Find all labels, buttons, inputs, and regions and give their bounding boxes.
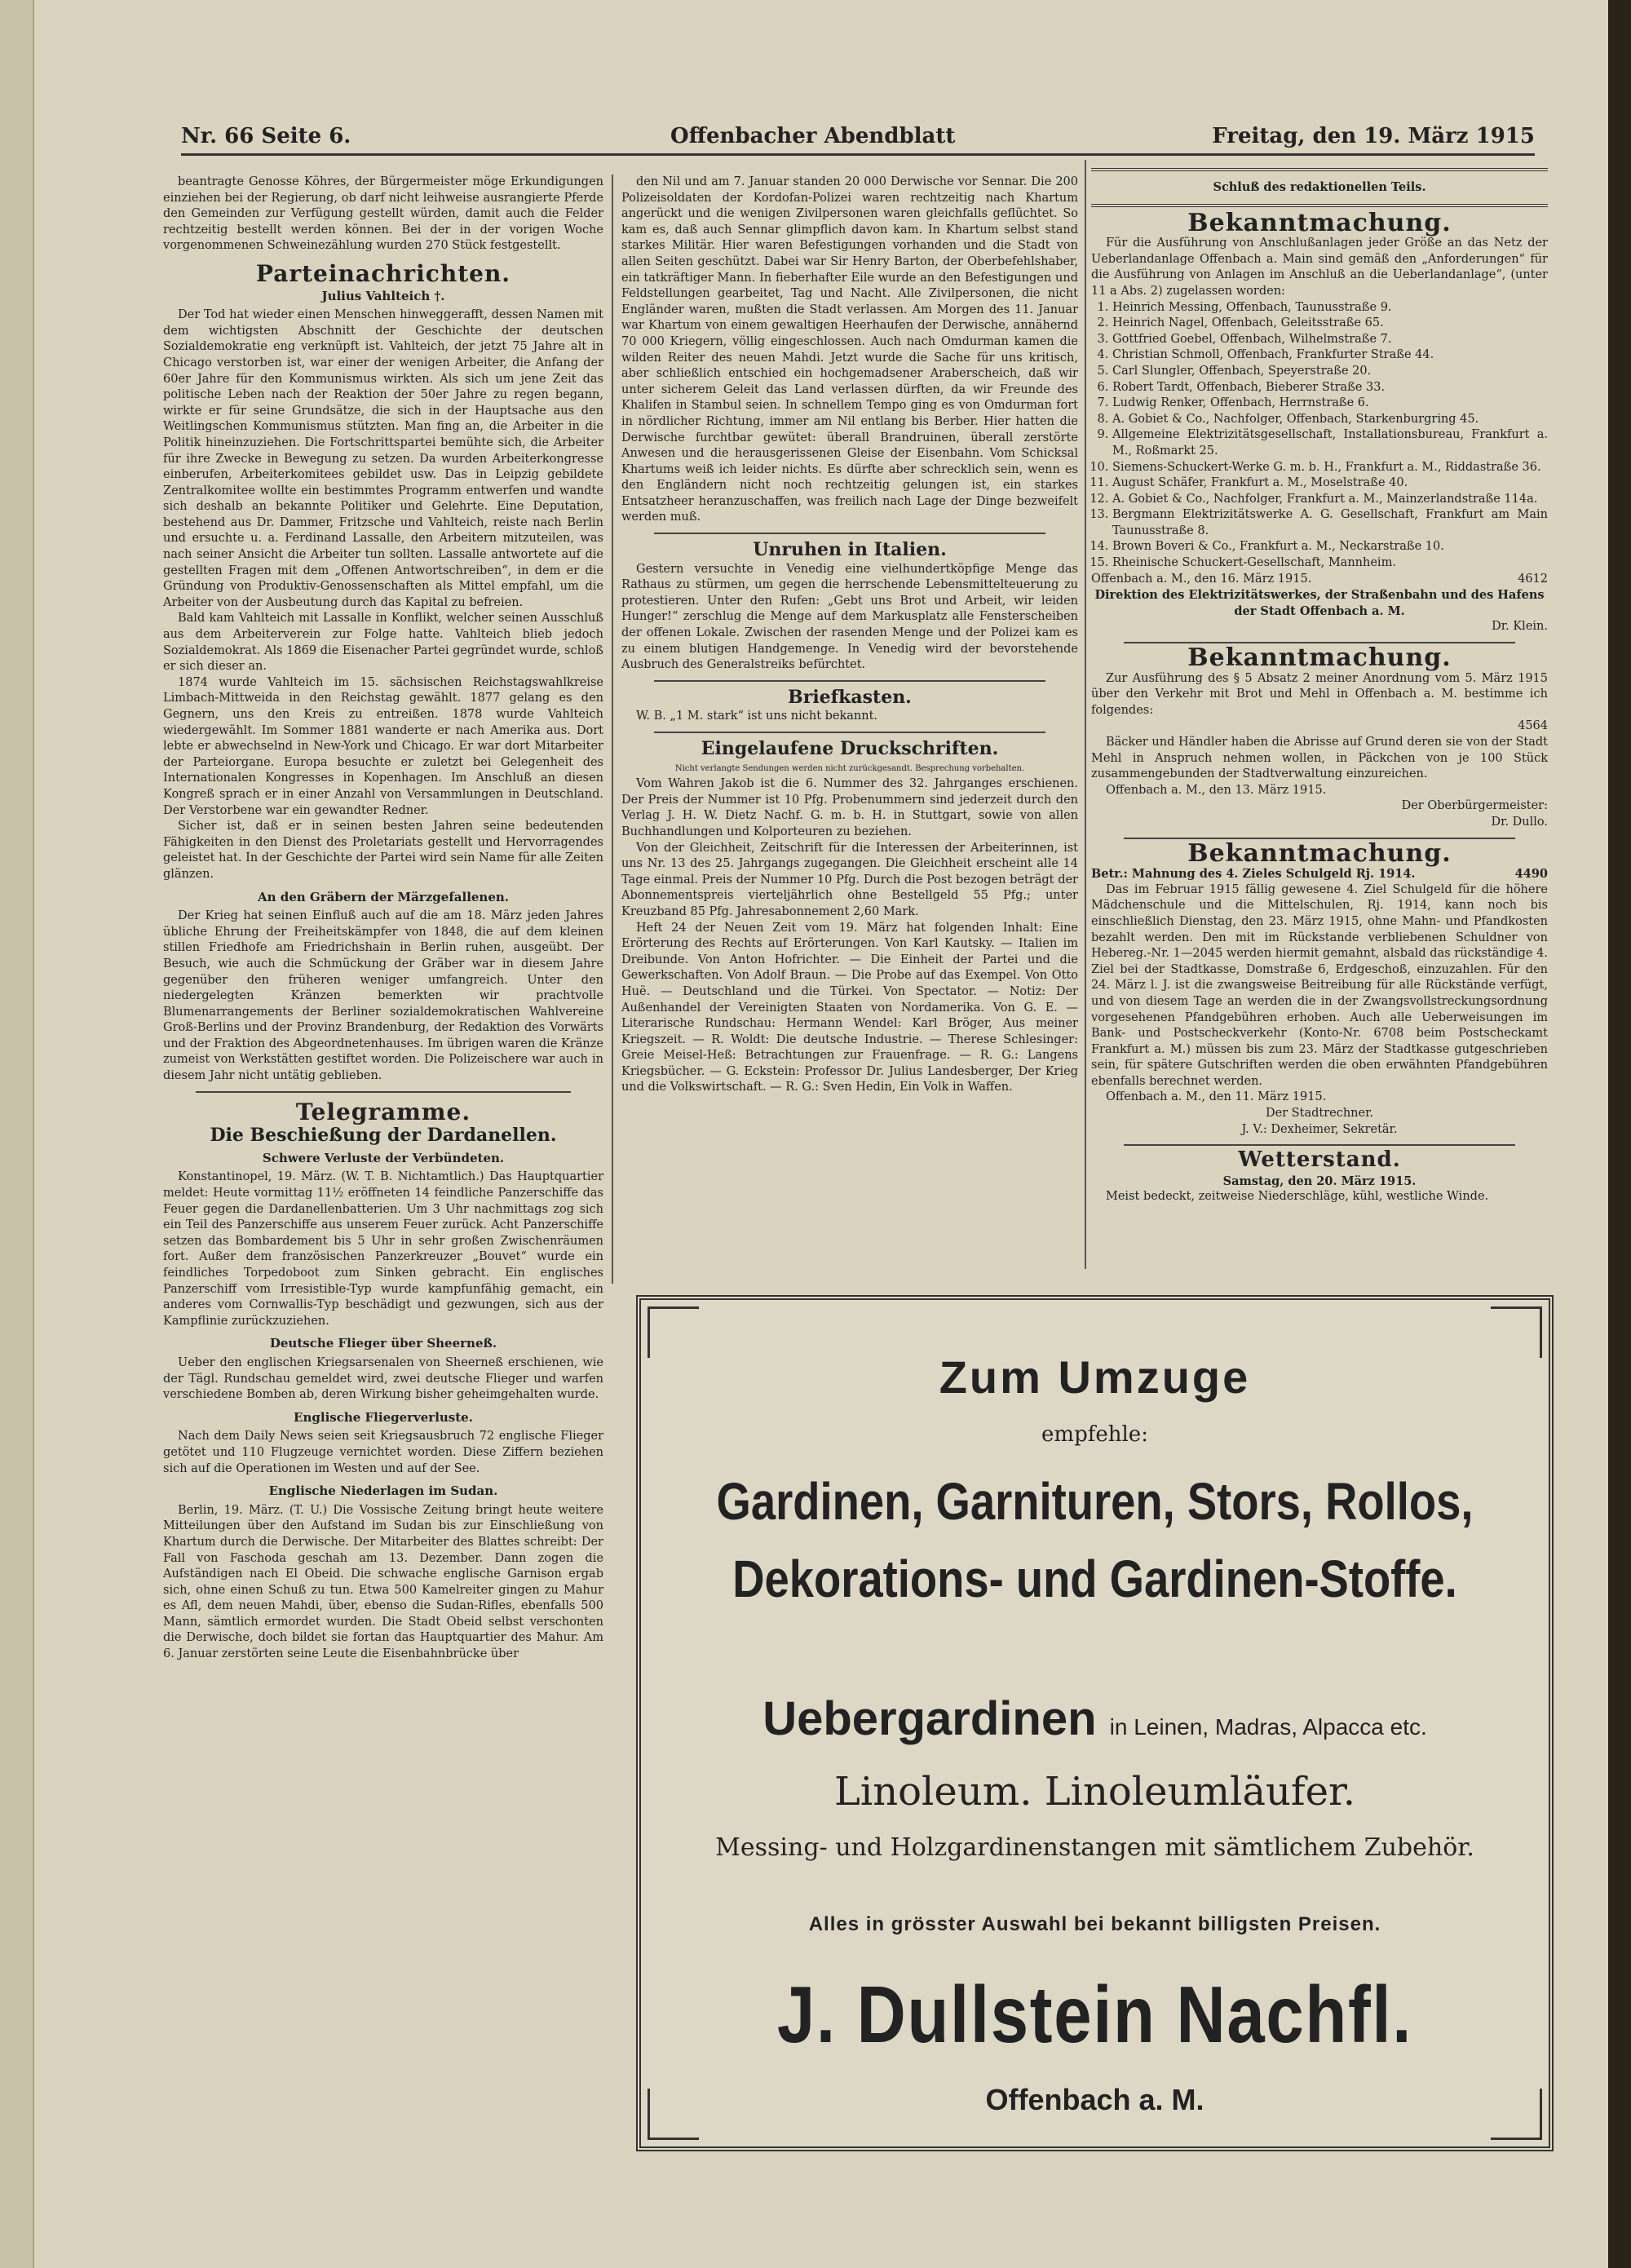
article-text: Von der Gleichheit, Zeitschrift für die Interessen der Arbeiterinnen, ist uns Nr. 13 des 25. Jahrgangs zugegangen. Die Gleichheit erscheint alle 14 Tage einmal. Preis der Nummer 10 Pfg. Durch die Post bezogen beträgt der Abonnementspreis vierteljährlich ohne Bestellgeld 55 Pfg.; unter Kreuzband 85 Pfg. Jahresabonnement 2,60 Mark. [621,841,1078,918]
divider [1124,1144,1515,1146]
ad-tagline: Alles in grösster Auswahl bei bekannt billigsten Preisen. [808,1913,1381,1935]
notice-heading: Bekanntmachung. [1187,838,1452,868]
divider [196,1091,571,1093]
list-item: 2. Heinrich Nagel, Offenbach, Geleitsstraße 65. [1112,316,1548,332]
ad-subline: empfehle: [1041,1422,1148,1447]
notice-date: Offenbach a. M., den 11. März 1915. [1106,1090,1327,1104]
article-text: Der Krieg hat seinen Einfluß auch auf die am 18. März jeden Jahres übliche Ehrung der Freiheitskämpfer von 1848, die auf dem kleinen stillen Friedhofe am Friedrichshain in Berlin ruhen, ausgeübt. Der Besuch, wie auch die Schmückung der Gräber war in diesem Jahre gegenüber den früheren weniger umfangreich. Unter den niedergelegten Kränzen bemerkten wir prachtvolle Blumenarrangements der Berliner sozialdemokratischen Wahlvereine Groß-Berlins und der Provinz Brandenburg, der Redaktion des Vorwärts und der Fraktion des Abgeordnetenhauses. Im übrigen waren die Kränze zumeist von Werkstätten gestiftet worden. Die Polizeischere war auch in diesem Jahr nicht untätig geblieben. [163,909,603,1083]
list-item: 4. Christian Schmoll, Offenbach, Frankfurter Straße 44. [1112,347,1548,364]
article-text: W. B. „1 M. stark“ ist uns nicht bekannt. [636,710,878,723]
page-header [181,121,1535,156]
section-heading: Briefkasten. [788,686,912,708]
divider [1091,168,1548,171]
article-text: Sicher ist, daß er in seinen besten Jahren seine bedeutenden Fähigkeiten in den Dienst des Proletariats gestellt und Hervorragendes geleistet hat. In der Geschichte der Partei wird sein Name für alle Zeiten glänzen. [163,820,603,881]
notice-heading: Bekanntmachung. [1187,643,1452,673]
weather-date: Samstag, den 20. März 1915. [1222,1174,1417,1188]
list-item: 13. Bergmann Elektrizitätswerke A. G. Gesellschaft, Frankfurt am Main Taunusstraße 8. [1112,507,1548,539]
editorial-end-note: Schluß des redaktionellen Teils. [1213,180,1426,194]
article-text: Konstantinopel, 19. März. (W. T. B. Nichtamtlich.) Das Hauptquartier meldet: Heute vormittag 11½ eröffneten 14 feindliche Panzerschiffe das Feuer gegen die Dardanellenbatterien. Um 3 Uhr nachmittags zog sich ein Teil des Panzerschiffe aus unserem Feuer zurück. Acht Panzerschiffe setzen das Bombardement bis 5 Uhr in sehr großen Zwischenräumen fort. Außer dem französischen Panzerkreuzer „Bouvet“ wurde ein feindliches Torpedoboot zum Sinken gebracht. Ein englisches Panzerschiff vom Irresistible-Typ wurde kampfunfähig gemacht, ein anderes vom Cornwallis-Typ beschädigt und gezwungen, sich aus der Kampflinie zurückzuziehen. [163,1170,603,1328]
article-heading: Unruhen in Italien. [753,539,947,561]
list-item: 11. August Schäfer, Frankfurt a. M., Moselstraße 40. [1112,475,1548,492]
divider [654,680,1045,682]
article-text: beantragte Genosse Köhres, der Bürgermeister möge Erkundigungen einziehen bei der Regierung, ob darf nicht leihweise ausrangierte Pferde den Gemeinden zur Verfügung gestellt würden, damit auch die Felder rechtzeitig bestellt werden können. Bei der in der vorigen Woche vorgenommenen Schweinezählung wurden 270 Stück festgestellt. [163,175,603,253]
column-2 [621,175,1078,1096]
notice-heading: Bekanntmachung. [1187,208,1452,237]
issue-date: Freitag, den 19. März 1915 [1212,124,1535,148]
ad-headline: Zum Umzuge [939,1351,1251,1403]
divider [654,732,1045,733]
ad-product-line: Messing- und Holzgardinenstangen mit sämtlichem Zubehör. [715,1833,1474,1862]
article-text: Heft 24 der Neuen Zeit vom 19. März hat folgenden Inhalt: Eine Erörterung des Rechts auf Erörterungen. Von Karl Kautsky. — Italien im Dreibunde. Von Anton Hofrichter. — Die Einheit der Partei und die Gewerkschaften. Von Adolf Braun. — Die Probe auf das Exempel. Von Otto Huë. — Deutschland und die Türkei. Von Spectator. — Notiz: Der Außenhandel der Vereinigten Staaten von Nordamerika. Von G. E. — Literarische Rundschau: Hermann Wendel: Karl Bröger, Aus meiner Kriegszeit. — R. Woldt: Die deutsche Industrie. — Therese Schlesinger: Greie Meisel-Heß: Betrachtungen zur Frauenfrage. — R. G.: Langens Kriegsbücher. — G. Eckstein: Professor Dr. Julius Landesberger, Der Krieg und die Volkswirtschaft. — R. G.: Sven Hedin, Ein Volk in Waffen. [621,921,1078,1094]
notice-subject-row [1091,866,1548,882]
article-text: Vom Wahren Jakob ist die 6. Nummer des 32. Jahrganges erschienen. Der Preis der Nummer ist 10 Pfg. Probenummern sind jederzeit durch den Verlag J. H. W. Dietz Nachf. G. m. b. H. in Stuttgart, sowie von allen Buchhandlungen und Kolporteuren zu beziehen. [621,777,1078,838]
ad-product-line: Linoleum. Linoleumläufer. [834,1769,1355,1815]
list-item: 3. Gottfried Goebel, Offenbach, Wilhelmstraße 7. [1112,332,1548,348]
notice-signature-name: J. V.: Dexheimer, Sekretär. [1241,1122,1398,1136]
notice-signature: Direktion des Elektrizitätswerkes, der Straßenbahn und des Hafens der Stadt Offenbach a. M. [1094,588,1545,618]
notice-number: 4490 [1514,867,1548,882]
article-text: Ueber den englischen Kriegsarsenalen von Sheerneß erschienen, wie der Tägl. Rundschau gemeldet wird, zwei deutsche Flieger und warfen verschiedene Bomben ab, deren Wirkung bisher geheimgehalten wurde. [163,1355,603,1402]
book-binding [0,0,34,2268]
article-heading: Julius Vahlteich †. [321,288,445,303]
advertisement [636,1295,1554,2151]
notice-date-row [1091,572,1548,588]
divider [1091,204,1548,207]
ad-company-city: Offenbach a. M. [985,2083,1204,2116]
notice-text: Bäcker und Händler haben die Abrisse auf Grund deren sie von der Stadt Mehl in Anspruch nehmen wollen, in Päckchen von je 100 Stück zusammengebunden der Stadtverwaltung einzureichen. [1091,736,1548,781]
newspaper-title: Offenbacher Abendblatt [670,124,956,148]
list-item: 5. Carl Slungler, Offenbach, Speyerstraße 20. [1112,364,1548,380]
article-heading: Englische Niederlagen im Sudan. [268,1483,498,1499]
article-subheading: Schwere Verluste der Verbündeten. [262,1150,505,1165]
list-item: 1. Heinrich Messing, Offenbach, Taunusstraße 9. [1112,300,1548,316]
notice-signature: Der Stadtrechner. [1265,1107,1374,1121]
column-divider [612,175,613,1284]
firm-list [1091,300,1548,572]
notice-signature: Der Oberbürgermeister: [1401,799,1548,813]
notice-date: Offenbach a. M., den 16. März 1915. [1091,572,1312,586]
article-text: 1874 wurde Vahlteich im 15. sächsischen Reichstagswahlkreise Limbach-Mittweida in den Reichstag gewählt. 1877 gelang es den Gegnern, uns den Kreis zu entreißen. 1878 wurde Vahlteich wiedergewählt. Im Sommer 1881 wanderte er nach Amerika aus. Dort lebte er abwechselnd in New-York und Chicago. Er war dort Mitarbeiter der Parteiorgane. Europa besuchte er zuletzt bei Gelegenheit des Internationalen Kongresses in Kopenhagen. Im Anschluß an diesen Kongreß sprach er in einer Anzahl von Versammlungen in Deutschland. Der Verstorbene war ein gewandter Redner. [163,675,603,817]
list-item: 10. Siemens-Schuckert-Werke G. m. b. H., Frankfurt a. M., Riddastraße 36. [1112,460,1548,476]
ad-product-line [641,1691,1549,1746]
article-text: Der Tod hat wieder einen Menschen hinweggerafft, dessen Namen mit dem wichtigsten Abschnitt der Geschichte der deutschen Sozialdemokratie eng verknüpft ist. Vahlteich, der jetzt 75 Jahre alt in Chicago verstorben ist, war einer der wenigen Arbeiter, die Anfang der 60er Jahre für den Kommunismus wirkten. Als sich um jene Zeit das politische Leben nach der Reaktion der 50er Jahre zu regen begann, wirkte er für seine Grundsätze, die sich in der Hauptsache aus den Weitlingschen Kommunismus stützten. Man fing an, die Arbeiter in die Politik hineinzuziehen. Die Fortschrittspartei bemühte sich, die Arbeiter für ihre Zwecke in Bewegung zu setzen. Da wurden Arbeiterkongresse einberufen, Arbeiterkomitees gebildet usw. Das in Leipzig gebildete Zentralkomitee wollte ein bestimmtes Programm entwerfen und wandte sich deshalb an bekannte Politiker und Gelehrte. Eine Deputation, bestehend aus Dr. Dammer, Fritzsche und Vahlteich, reiste nach Berlin und ersuchte u. a. Ferdinand Lassalle, den Arbeitern mitzuteilen, was nach seiner Ansicht die Arbeiter tun sollten. Lassalle antwortete auf die gestellten Fragen mit dem „Offenen Antwortschreiben“, in dem er die Gründung von Produktiv-Genossenschaften als Mittel empfahl, um die Arbeiter von der Ausbeutung durch das Kapital zu befreien. [163,308,603,609]
weather-text: Meist bedeckt, zeitweise Niederschläge, kühl, westliche Winde. [1106,1190,1489,1204]
section-heading: Telegramme. [295,1098,471,1125]
notice-text: Das im Februar 1915 fällig gewesene 4. Ziel Schulgeld für die höhere Mädchenschule und die Mittelschulen, Rj. 1914, kann noch bis einschließlich Dienstag, den 23. März 1915, ohne Mahn- und Pfandkosten bezahlt werden. Den mit im Rückstande verbliebenen Schuldner von Hebereg.-Nr. 1—2045 werden hiermit gemahnt, alsbald das rückständige 4. Ziel bei der Stadtkasse, Domstraße 6, Erdgeschoß, einzuzahlen. Für den 24. März l. J. ist die zwangsweise Beitreibung für alle Rückstände verfügt, und von diesem Tage an werden die in der Zwangsvollstreckungsordnung vorgesehenen Pfandgebühren erhoben. Auch alle Ueberweisungen im Bank- und Postscheckverkehr (Konto-Nr. 6708 beim Postscheckamt Frankfurt a. M.) müssen bis zum 23. März der Stadtkasse gutgeschrieben sein, für spätere Gutschriften werden die oben erwähnten Pfandgebühren ebenfalls berechnet werden. [1091,882,1548,1088]
article-heading: Englische Fliegerverluste. [294,1409,473,1425]
list-item: 12. A. Gobiet & Co., Nachfolger, Frankfurt a. M., Mainzerlandstraße 114a. [1112,492,1548,508]
section-heading: Parteinachrichten. [255,259,511,287]
divider [654,533,1045,534]
notice-number: 4612 [1518,572,1548,586]
ad-product-list: Gardinen, Garnituren, Stors, Rollos, Dekorations- und Gardinen-Stoffe. [716,1472,1474,1608]
list-item: 9. Allgemeine Elektrizitätsgesellschaft, Installationsbureau, Frankfurt a. M., Roßmarkt 25. [1112,427,1548,459]
article-text: den Nil und am 7. Januar standen 20 000 Derwische vor Sennar. Die 200 Polizeisoldaten der Kordofan-Polizei waren rechtzeitig nach Khartum angerückt und die wenigen Zivilpersonen waren gleichfalls geflüchtet. So kam es, daß auch Sennar glimpflich davon kam. In Khartum selbst stand starkes Militär. Hier waren Befestigungen vorhanden und die Stadt von allen Seiten geschützt. Dabei war Sir Henry Barton, der Oberbefehlshaber, ein tatkräftiger Mann. In fieberhafter Eile wurde an den Befestigungen und Feldstellungen gearbeitet, Tag und Nacht. Alle Zivilpersonen, die nicht Engländer waren, mußten die Stadt verlassen. Am Morgen des 11. Januar war Khartum von einem gewaltigen Heerhaufen der Derwische, annähernd 70 000 Kriegern, völlig eingeschlossen. Auch nach Omdurman kamen die wilden Reiter des neuen Mahdi. Jetzt wurde die Sache für uns kritisch, aber schließlich entschied ein hochgemadsener Araberscheich, daß wir unter sicherem Geleit das Land verlassen dürften, da wir Freunde des Khalifen in Stambul seien. In schnellem Tempo ging es von Omdurman fort in nördlicher Richtung, immer am Nil entlang bis Berber. Hier hatten die Derwische furchtbar gewütet: überall Brandruinen, überall zerstörte Anwesen und die herausgerissenen Gleise der Eisenbahn. Vom Schicksal Khartums weiß ich leider nichts. Es dürfte aber schrecklich sein, wenn es den Engländern nicht noch rechtzeitig gelungen ist, ein starkes Entsatzheer heranzuschaffen, was freilich nach Lage der Dinge bezweifelt werden muß. [621,175,1078,524]
list-item: 8. A. Gobiet & Co., Nachfolger, Offenbach, Starkenburgring 45. [1112,412,1548,428]
list-item: 7. Ludwig Renker, Offenbach, Herrnstraße 6. [1112,396,1548,412]
column-divider [1085,160,1086,1269]
article-text: Berlin, 19. März. (T. U.) Die Vossische Zeitung bringt heute weitere Mitteilungen über den Aufstand im Sudan bis zur Einschließung von Khartum durch die Derwische. Der Mitarbeiter des Blattes schreibt: Der Fall von Faschoda geschah am 13. Dezember. Dann zogen die Aufständigen nach El Obeid. Die schwache englische Garnison ergab sich, ohne einen Schuß zu tun. Etwa 500 Kamelreiter gingen zu Mahur es Afl, dem neuen Mahdi, über, ebenso die Sudan-Rifles, ebenfalls 500 Mann, sämtlich ermordet wurden. Die Stadt Obeid selbst verschonten die Derwische, doch bildet sie fortan das Hauptquartier des Mahur. Am 6. Januar zerstörten seine Leute die Eisenbahnbrücke über [163,1503,603,1661]
notice-number: 4564 [1518,719,1548,733]
ad-product-detail: in Leinen, Madras, Alpacca etc. [1109,1714,1427,1740]
article-heading: Deutsche Flieger über Sheerneß. [269,1336,497,1351]
article-text: Bald kam Vahlteich mit Lassalle in Konflikt, welcher seinen Ausschluß aus dem Arbeiterverein zur Folge hatte. Vahlteich blieb jedoch Sozialdemokrat. Als 1869 die Eisenacher Partei gegründet wurde, schloß er sich dieser an. [163,612,603,674]
notice-signature-name: Dr. Dullo. [1491,815,1548,829]
notice-subject: Betr.: Mahnung des 4. Zieles Schulgeld Rj. 1914. [1091,867,1416,882]
list-item: 15. Rheinische Schuckert-Gesellschaft, Mannheim. [1112,555,1548,572]
page-number: Nr. 66 Seite 6. [181,124,351,148]
page-edge [1608,0,1631,2268]
notice-text: Zur Ausführung des § 5 Absatz 2 meiner Anordnung vom 5. März 1915 über den Verkehr mit Brot und Mehl in Offenbach a. M. bestimme ich folgendes: [1091,671,1548,717]
column-1 [163,175,603,1663]
article-text: Gestern versuchte in Venedig eine vielhundertköpfige Menge das Rathaus zu stürmen, um gegen die herrschende Lebensmittelteuerung zu protestieren. Unter den Rufen: „Gebt uns Brot und Arbeit, wir leiden Hunger!“ zerschlug die Menge auf dem Markusplatz alle Fensterscheiben der offenen Lokale. Zwischen der rasenden Menge und der Polizei kam es zu einem blutigen Handgemenge. In Venedig wird der bevorstehende Ausbruch des Generalstreiks befürchtet. [621,562,1078,672]
ad-product-name: Uebergardinen [762,1692,1097,1745]
weather-heading: Wetterstand. [1238,1147,1401,1173]
list-item: 6. Robert Tardt, Offenbach, Bieberer Straße 33. [1112,380,1548,396]
section-note: Nicht verlangte Sendungen werden nicht zurückgesandt. Besprechung vorbehalten. [674,763,1025,773]
article-heading: Die Beschießung der Dardanellen. [210,1125,557,1147]
section-heading: Eingelaufene Druckschriften. [701,738,999,759]
list-item: 14. Brown Boveri & Co., Frankfurt a. M., Neckarstraße 10. [1112,539,1548,555]
column-3 [1091,160,1548,1205]
notice-text: Für die Ausführung von Anschlußanlagen jeder Größe an das Netz der Ueberlandanlage Offenbach a. Main sind gemäß den „Anforderungen“ für die Ausführung von Anlagen im Anschluß an die Ueberlandanlage“, (unter 11 a Abs. 2) zugelassen worden: [1091,237,1548,298]
article-text: Nach dem Daily News seien seit Kriegsausbruch 72 englische Flieger getötet und 110 Flugzeuge vernichtet worden. Diese Ziffern beziehen sich auf die Operationen im Westen und auf der See. [163,1430,603,1475]
article-heading: An den Gräbern der Märzgefallenen. [257,889,510,904]
notice-date: Offenbach a. M., den 13. März 1915. [1106,783,1327,797]
ad-company-name: J. Dullstein Nachfl. [776,1970,1413,2059]
notice-signature-name: Dr. Klein. [1492,620,1548,634]
